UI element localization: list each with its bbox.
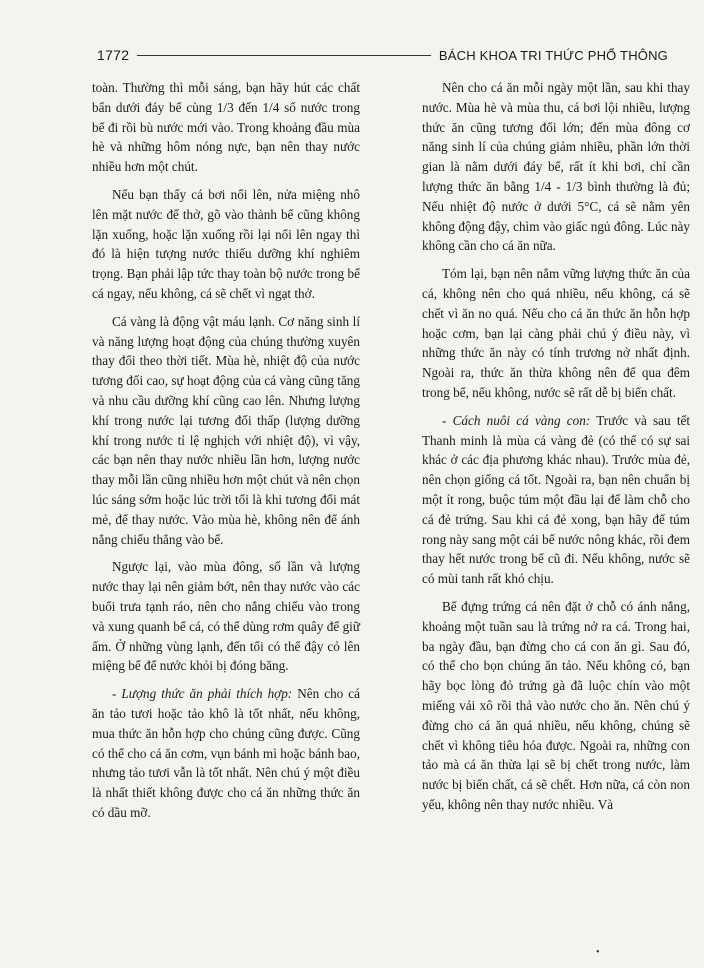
paragraph: - Cách nuôi cá vàng con: Trước và sau tết Thanh minh là mùa cá vàng đẻ (có thể có sự sai khác ở các địa phương khác nhau). Trước mùa đẻ, nên chọn giống cá tốt. Ngoài ra, bạn nên chuẩn bị một ít rong, buộc túm một đầu lại để làm chỗ cho cá đẻ trứng. Sau khi cá đẻ xong, bạn hãy để túm rong này sang một cái bể nước nông khác, rồi đem thay hết nước trong bể cũ đi. Nếu không, nước sẽ có mùi tanh rất khó chịu.	[422, 412, 690, 587]
right-column	[422, 78, 690, 823]
subheading: - Lượng thức ăn phải thích hợp:	[112, 686, 293, 702]
paragraph: Cá vàng là động vật máu lạnh. Cơ năng sinh lí và năng lượng hoạt động của chúng thường xuyên thay đổi theo thời tiết. Mùa hè, nhiệt độ của nước tương đối cao, sự hoạt động của cá vàng cũng tăng và nhu cầu dưỡng khí cũng cao lên. Nhưng lượng khí trong nước lại tương đối thấp (lượng dưỡng khí trong nước tỉ lệ nghịch với nhiệt độ), vì vậy, các bạn nên thay nước nhiều lần hơn, lượng nước thay mỗi lần cũng nhiều hơn một chút và nên chọn lúc sáng sớm hoặc lúc trời tối là khi tương đối mát mẻ, để thay nước. Vào mùa hè, không nên để ánh nắng chiếu thẳng vào bể.	[92, 313, 360, 547]
paragraph: Ngược lại, vào mùa đông, số lần và lượng nước thay lại nên giảm bớt, nên thay nước vào các buổi trưa tạnh ráo, nên cho nắng chiếu vào trong và xung quanh bể cá, có thể dùng rơm quây để giữ ấm. Ở những vùng lạnh, đến tối có thể đậy cỏ lên miệng bể để nước khỏi bị đóng băng.	[92, 559, 360, 674]
book-title: BÁCH KHOA TRI THỨC PHỔ THÔNG	[438, 47, 668, 63]
subheading: - Cách nuôi cá vàng con:	[442, 412, 591, 428]
left-column	[92, 78, 360, 831]
page-header	[97, 44, 668, 66]
paragraph: Nếu bạn thấy cá bơi nổi lên, nửa miệng nhô lên mặt nước để thở, gõ vào thành bể cũng không lặn xuống, hoặc lặn xuống rồi lại nổi lên ngay thì đó là hiện tượng nước thiếu dưỡng khí nghiêm trọng. Bạn phải lập tức thay toàn bộ nước trong bể cá ngay, nếu không, cá sẽ chết vì ngạt thở.	[92, 186, 360, 301]
paragraph: Bể đựng trứng cá nên đặt ở chỗ có ánh nắng, khoảng một tuần sau là trứng nở ra cá. Trong hai, ba ngày đầu, bạn đừng cho cá con ăn gì. Sau đó, có thể cho bọn chúng ăn tảo. Nếu không có, bạn hãy bọc lòng đỏ trứng gà đã luộc chín vào một miếng vải xô rồi thả vào nước cho ăn. Nên chú ý đừng cho cá ăn quá nhiều, nếu không, chúng sẽ chết vì không tiêu hóa được. Ngoài ra, những con tảo mà cá ăn thừa lại sẽ bị chết trong nước, làm nước bị biến chất, cá sẽ chết. Hơn nữa, cá còn non yếu, không nên thay nước nhiều. Và	[422, 598, 690, 812]
paragraph: - Lượng thức ăn phải thích hợp: Nên cho cá ăn tảo tươi hoặc tảo khô là tốt nhất, nếu không, mua thức ăn hỗn hợp cho chúng cũng được. Cũng có thể cho cá ăn cơm, vụn bánh mì hoặc bánh bao, nhưng tảo tươi vẫn là tốt nhất. Nên chú ý một điều là nhất thiết không được cho cá ăn những thức ăn có dầu mỡ.	[92, 686, 360, 820]
page-mark: •	[596, 947, 600, 958]
paragraph: toàn. Thường thì mỗi sáng, bạn hãy hút các chất bẩn dưới đáy bể cùng 1/3 đến 1/4 số nước trong bể đi rồi bù nước mới vào. Trong khoảng đầu mùa hè và những hôm nóng nực, bạn nên thay nước nhiều hơn một chút.	[92, 80, 360, 175]
page-number: 1772	[97, 47, 130, 63]
header-rule	[137, 55, 431, 56]
paragraph: Tóm lại, bạn nên nắm vững lượng thức ăn của cá, không nên cho quá nhiều, nếu không, cá sẽ chết vì ăn no quá. Nếu cho cá ăn thức ăn hỗn hợp hoặc cơm, bạn lại càng phải chú ý điều này, vì những thức ăn này có tính trương nở nhất định. Ngoài ra, thức ăn thừa không nên để qua đêm trong bể, nếu không, nước sẽ rất dễ bị biến chất.	[422, 266, 690, 400]
paragraph: Nên cho cá ăn mỗi ngày một lần, sau khi thay nước. Mùa hè và mùa thu, cá bơi lội nhiều, lượng thức ăn cũng tương đối lớn; đến mùa đông cơ năng sinh lí của chúng giảm nhiều, phần lớn thời gian là nằm dưới đáy bể, rất ít khi bơi, chỉ cần lượng thức ăn bằng 1/4 - 1/3 bình thường là đủ; Nếu nhiệt độ nước ở dưới 5°C, cá sẽ nằm yên không động đậy, chìm vào giấc ngủ đông. Lúc này không cần cho cá ăn nữa.	[422, 80, 690, 254]
